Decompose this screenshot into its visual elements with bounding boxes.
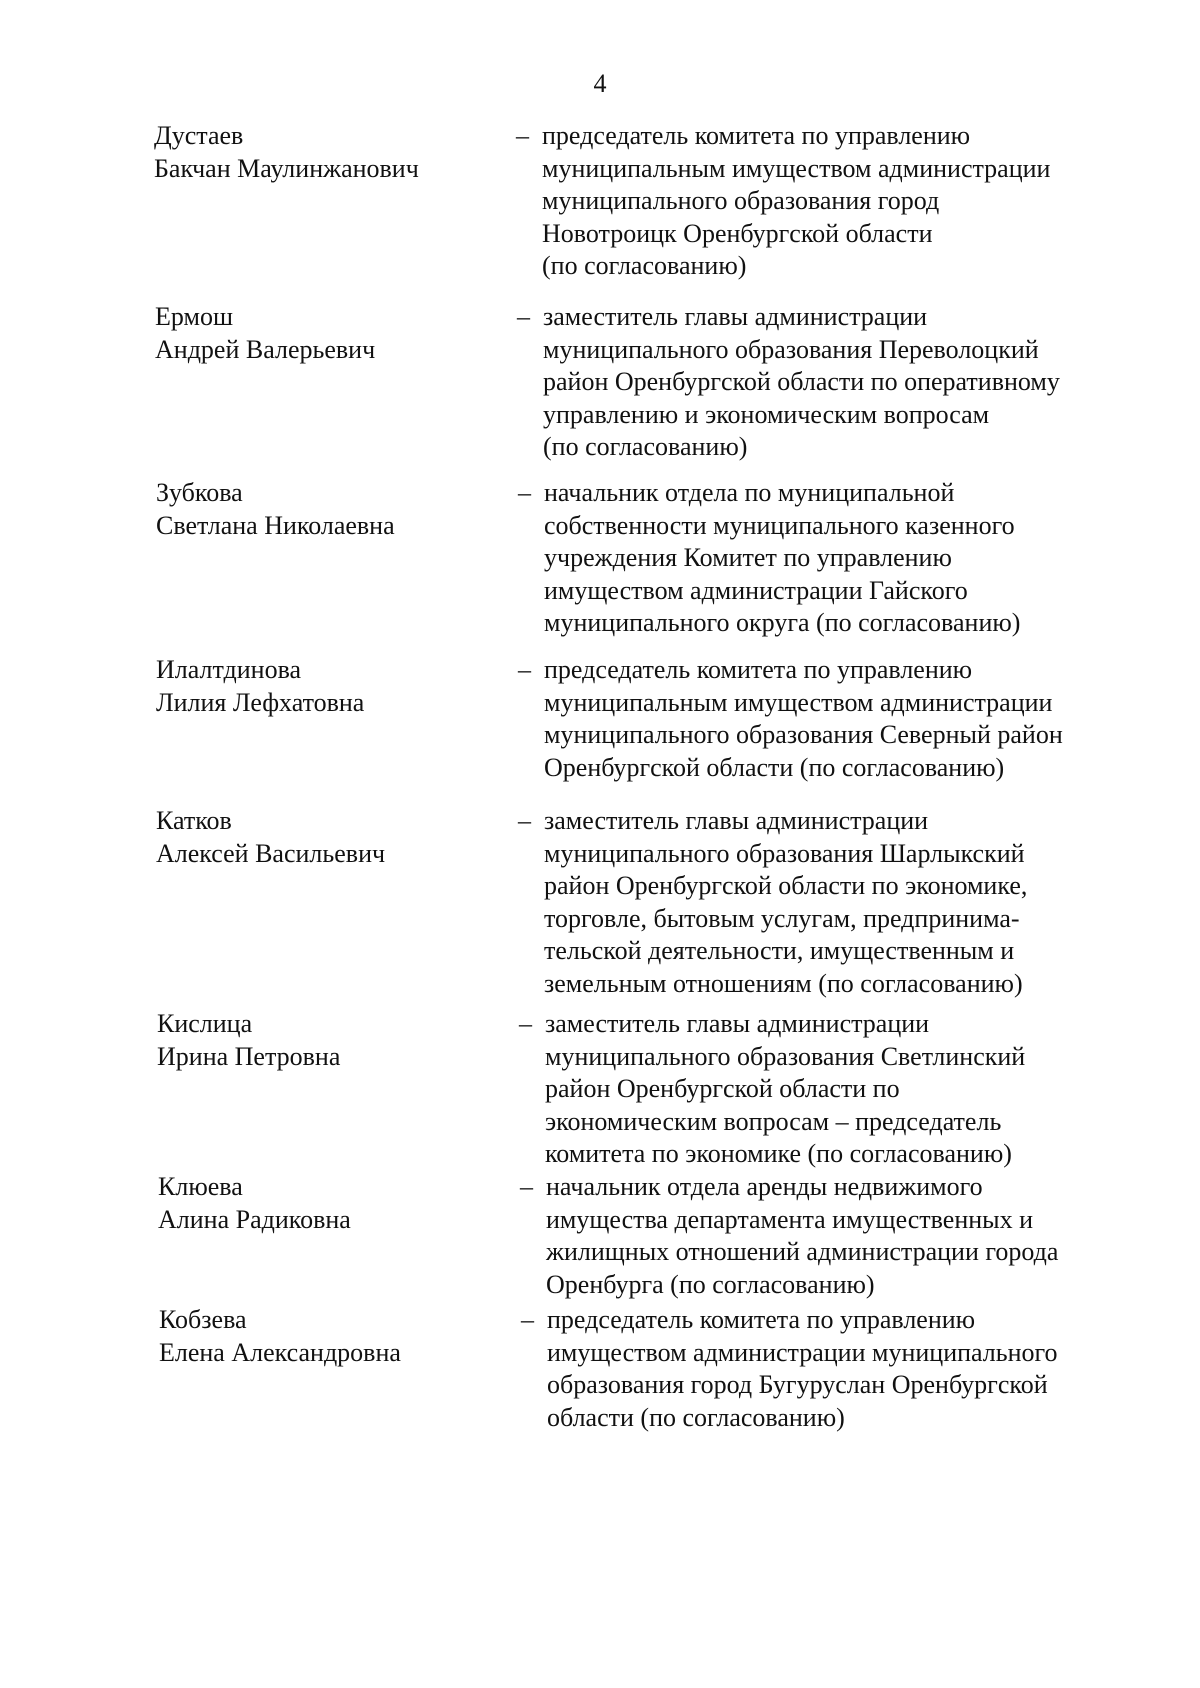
position-line: земельным отношениям (по согласованию): [544, 968, 1023, 998]
dash: –: [521, 1305, 534, 1334]
position-line: собственности муниципального казенного: [544, 510, 1015, 540]
member-surname: Клюева: [158, 1172, 243, 1201]
member-position: [544, 654, 1099, 784]
member-name: [154, 120, 514, 185]
position-line: муниципального округа (по согласованию): [544, 608, 1021, 637]
member-position: [543, 301, 1098, 464]
member-position: [546, 1171, 1101, 1301]
member-given-names: Алина Радиковна: [158, 1204, 351, 1234]
member-position: [547, 1304, 1102, 1434]
page-number: 4: [593, 69, 607, 98]
position-line: Оренбургской области (по согласованию): [544, 752, 1005, 782]
member-given-names: Бакчан Маулинжанович: [154, 153, 419, 183]
position-line: жилищных отношений администрации города: [546, 1237, 1059, 1266]
position-line: (по согласованию): [543, 432, 748, 461]
position-line: председатель комитета по управлению: [544, 655, 973, 684]
position-line: Оренбурга (по согласованию): [546, 1269, 875, 1299]
member-name: [156, 805, 516, 870]
member-given-names: Алексей Васильевич: [156, 838, 386, 868]
member-given-names: Елена Александровна: [159, 1337, 401, 1367]
position-line: экономическим вопросам – председатель: [545, 1106, 1002, 1136]
member-given-names: Андрей Валерьевич: [155, 334, 376, 364]
position-line: председатель комитета по управлению: [547, 1305, 976, 1334]
position-line: торговле, бытовым услугам, предпринима-: [544, 903, 1020, 933]
position-line: район Оренбургской области по оперативному: [543, 367, 1060, 396]
dash: –: [517, 302, 530, 331]
position-line: район Оренбургской области по экономике,: [544, 871, 1028, 900]
dash: –: [519, 1009, 532, 1038]
member-given-names: Светлана Николаевна: [156, 510, 395, 540]
dash: –: [518, 655, 531, 684]
position-line: район Оренбургской области по: [545, 1074, 900, 1103]
position-line: имущества департамента имущественных и: [546, 1204, 1034, 1234]
position-line: образования город Бугуруслан Оренбургской: [547, 1370, 1048, 1399]
position-line: тельской деятельности, имущественным и: [544, 936, 1015, 965]
position-line: имуществом администрации Гайского: [544, 575, 968, 605]
position-line: имуществом администрации муниципального: [547, 1337, 1058, 1367]
member-given-names: Лилия Лефхатовна: [156, 687, 365, 717]
member-name: [157, 1008, 517, 1073]
position-line: муниципального образования Светлинский: [545, 1041, 1026, 1071]
position-line: комитета по экономике (по согласованию): [545, 1139, 1012, 1168]
position-line: муниципального образования город: [542, 186, 940, 215]
dash: –: [518, 806, 531, 835]
position-line: заместитель главы администрации: [544, 806, 929, 835]
member-name: [156, 654, 516, 719]
member-position: [542, 120, 1097, 283]
member-surname: Катков: [156, 806, 232, 835]
member-surname: Зубкова: [156, 478, 243, 507]
member-surname: Кислица: [157, 1009, 253, 1038]
position-line: начальник отдела аренды недвижимого: [546, 1172, 983, 1201]
member-given-names: Ирина Петровна: [157, 1041, 341, 1071]
position-line: заместитель главы администрации: [543, 302, 928, 331]
position-line: муниципального образования Шарлыкский: [544, 838, 1025, 868]
position-line: учреждения Комитет по управлению: [544, 543, 952, 572]
member-name: [158, 1171, 518, 1236]
dash: –: [520, 1172, 533, 1201]
position-line: муниципальным имуществом администрации: [544, 687, 1053, 717]
member-position: [545, 1008, 1100, 1171]
member-name: [156, 477, 516, 542]
member-name: [155, 301, 515, 366]
position-line: области (по согласованию): [547, 1402, 845, 1432]
position-line: председатель комитета по управлению: [542, 121, 971, 150]
position-line: заместитель главы администрации: [545, 1009, 930, 1038]
member-position: [544, 805, 1099, 1000]
member-surname: Кобзева: [159, 1305, 247, 1334]
position-line: муниципального образования Переволоцкий: [543, 334, 1039, 364]
member-surname: Илалтдинова: [156, 655, 302, 684]
position-line: начальник отдела по муниципальной: [544, 478, 955, 507]
dash: –: [516, 121, 529, 150]
position-line: муниципальным имуществом администрации: [542, 153, 1051, 183]
position-line: управлению и экономическим вопросам: [543, 399, 990, 429]
member-surname: Дустаев: [154, 121, 244, 150]
member-surname: Ермош: [155, 302, 233, 331]
member-name: [159, 1304, 519, 1369]
member-position: [544, 477, 1099, 640]
position-line: муниципального образования Северный район: [544, 720, 1063, 749]
position-line: Новотроицк Оренбургской области: [542, 218, 933, 248]
dash: –: [518, 478, 531, 507]
position-line: (по согласованию): [542, 251, 747, 280]
